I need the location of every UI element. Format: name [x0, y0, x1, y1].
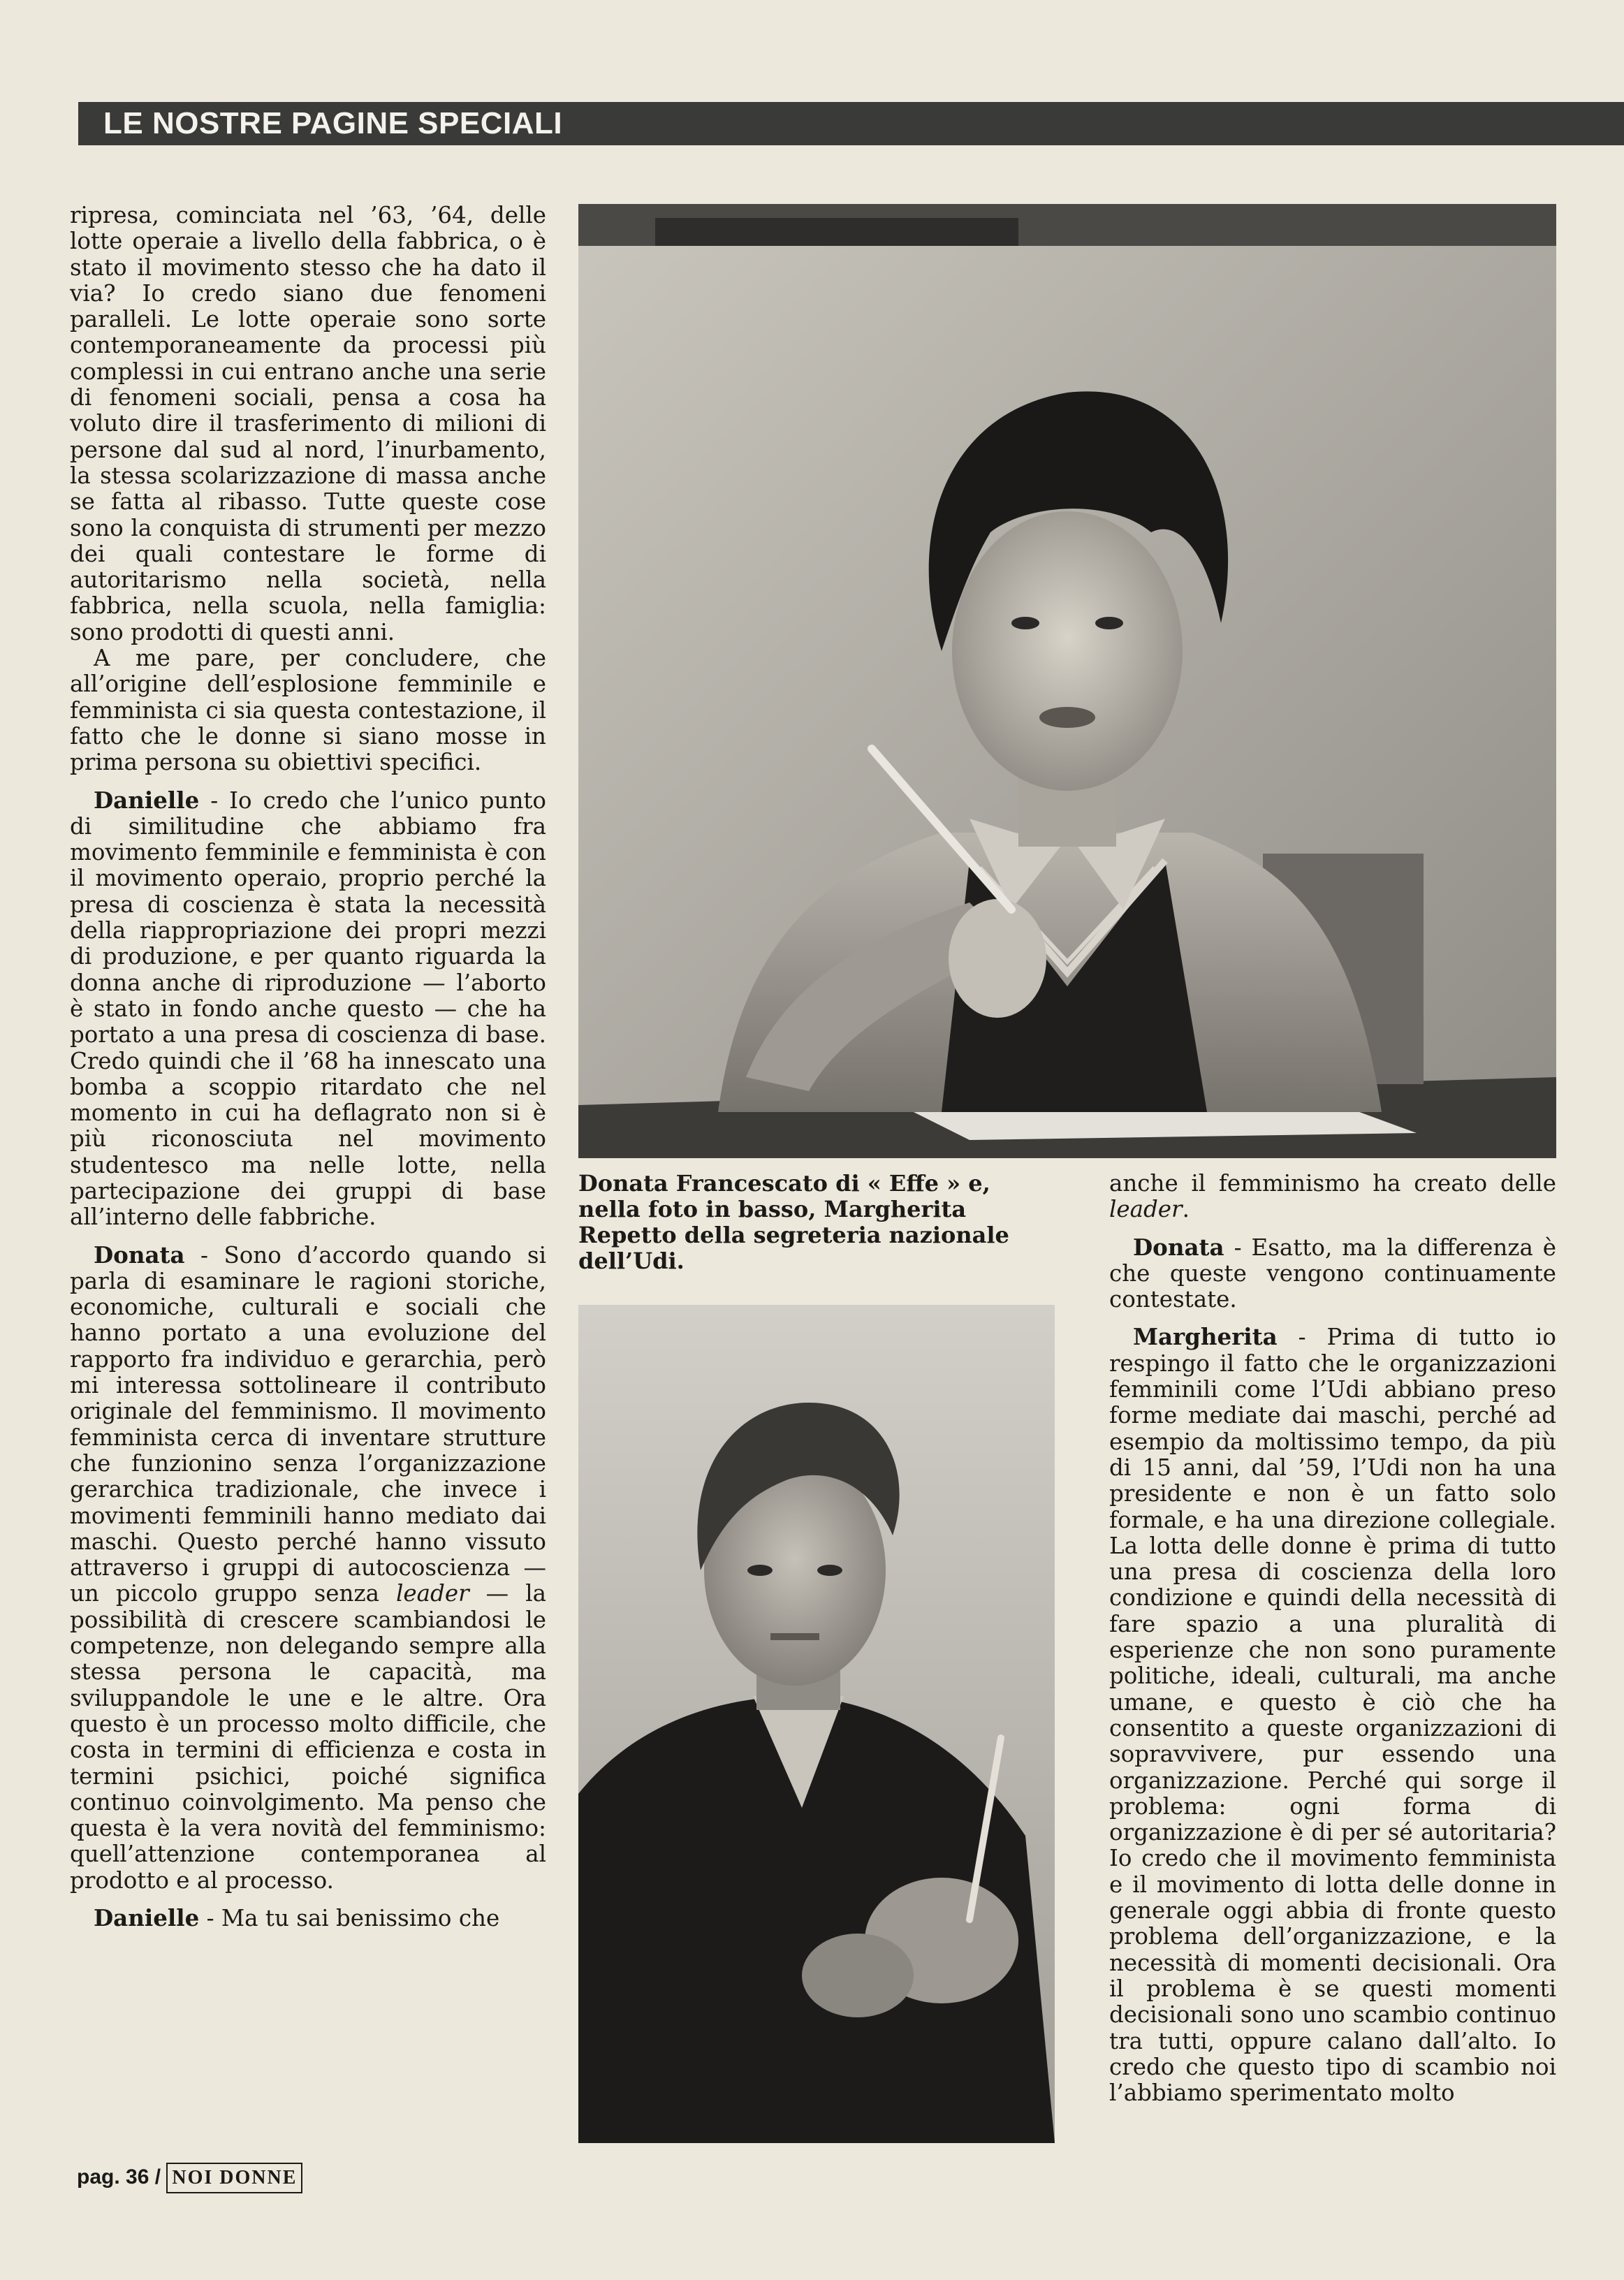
section-title: LE NOSTRE PAGINE SPECIALI [103, 106, 563, 140]
speech-text: anche il femminismo ha creato delle [1109, 1170, 1556, 1197]
speech-text: - Esatto, ma la differenza è che queste vengono continuamente contestate. [1109, 1234, 1556, 1313]
speech-text: . [1182, 1196, 1190, 1223]
magazine-logo: NOI DONNE [166, 2163, 302, 2193]
italic-word: leader [1109, 1196, 1183, 1223]
page-footer [77, 2163, 302, 2193]
speaker-name: Danielle [94, 1904, 200, 1931]
speaker-name: Danielle [94, 786, 200, 814]
footer-separator: / [154, 2165, 161, 2188]
left-text-column [70, 203, 546, 1931]
photo-donata-francescato [578, 204, 1556, 1158]
paragraph: ripresa, cominciata nel ’63, ’64, delle lotte operaie a livello della fabbrica, o è stato il movimento stesso che ha dato il via? Io credo siano due fenomeni paralleli. Le lotte operaie sono sorte contemporaneamente da processi più complessi in cui entrano anche una serie di fenomeni sociali, pensa a cosa ha voluto dire il trasferimento di milioni di persone dal sud al nord, l’inurbamento, la stessa scolarizzazione di massa anche se fatta al ribasso. Tutte queste cose sono la conquista di strumenti per mezzo dei quali contestare le forme di autoritarismo nella società, nella fabbrica, nella scuola, nella famiglia: sono prodotti di questi anni. [70, 202, 546, 645]
italic-word: leader [396, 1580, 469, 1607]
paragraph: A me pare, per concludere, che all’origine dell’esplosione femminile e femminista ci sia questa contestazione, il fatto che le donne si siano mosse in prima persona su obiettivi specifici. [70, 645, 546, 776]
speech-text: - Prima di tutto io respingo il fatto che le organizzazioni femminili come l’Udi abbiano preso forme mediate dai maschi, perché ad esempio da moltissimo tempo, da più di 15 anni, dal ’59, l’Udi non ha una presidente e non è un fatto solo formale, e ha una direzione collegiale. La lotta delle donne è prima di tutto una presa di coscienza della loro condizione e quindi della necessità di fare spazio a una pluralità di esperienze che non sono puramente politiche, ideali, culturali, ma anche umane, e questo è ciò che ha consentito a queste organizzazioni di sopravvivere, pur essendo una organizzazione. Perché qui sorge il problema: ogni forma di organizzazione è di per sé autoritaria? Io credo che il movimento femminista e il movimento di lotta delle donne in generale oggi abbia di fronte questo problema dell’organizzazione, e la necessità di momenti decisionali. Ora il problema è se questi momenti decisionali sono uno scambio continuo tra tutti, oppure calano dall’alto. Io credo che questo tipo di scambio noi l’abbiamo sperimentato molto [1109, 1324, 1556, 2107]
speech-text: - Ma tu sai benissimo che [199, 1905, 500, 1931]
photo-margherita-repetto [578, 1305, 1055, 2143]
right-text-column [1109, 1171, 1556, 2106]
paragraph [1109, 1234, 1556, 1313]
speech-text: — la possibilità di crescere scambiandosi le competenze, non delegando sempre alla stessa persona le capacità, ma sviluppandole le une e le altre. Ora questo è un processo molto difficile, che costa in termini di efficienza e costa in termini psichici, poiché significa continuo coinvolgimento. Ma penso che questa è la vera novità del femminismo: quell’attenzione contemporanea al prodotto e al processo. [70, 1580, 546, 1894]
paragraph [70, 1905, 546, 1931]
speaker-name: Margherita [1133, 1323, 1278, 1351]
speech-text: - Sono d’accordo quando si parla di esaminare le ragioni storiche, economiche, culturali e sociali che hanno portato a una evoluzione del rapporto fra individuo e gerarchia, però mi interessa sottolineare il contributo originale del femminismo. Il movimento femminista cerca di inventare strutture che funzionino senza l’organizzazione gerarchica tradizionale, che invece i movimenti femminili hanno mediato dai maschi. Questo perché hanno vissuto attraverso i gruppi di autocoscienza — un piccolo gruppo senza [70, 1241, 546, 1607]
speaker-name: Donata [94, 1241, 185, 1269]
paragraph [1109, 1324, 1556, 2106]
paragraph [70, 1242, 546, 1894]
paragraph [70, 787, 546, 1231]
speech-text: - Io credo che l’unico punto di similitudine che abbiamo fra movimento femminile e femminista è con il movimento operaio, proprio perché la presa di coscienza è stata la necessità della riappropriazione dei propri mezzi di produzione, e per quanto riguarda la donna anche di riproduzione — l’aborto è stato in fondo anche questo — che ha portato a una presa di coscienza di base. Credo quindi che il ’68 ha innescato una bomba a scoppio ritardato che nel momento in cui ha deflagrato non si è più riconosciuta nel movimento studentesco ma nelle lotte, nella partecipazione dei gruppi di base all’interno delle fabbriche. [70, 787, 546, 1231]
speaker-name: Donata [1133, 1233, 1224, 1261]
page-number: pag. 36 [77, 2165, 149, 2188]
photo-caption: Donata Francescato di « Effe » e, nella foto in basso, Margherita Repetto della segreteria nazionale dell’Udi. [578, 1170, 1009, 1274]
paragraph [1109, 1171, 1556, 1223]
